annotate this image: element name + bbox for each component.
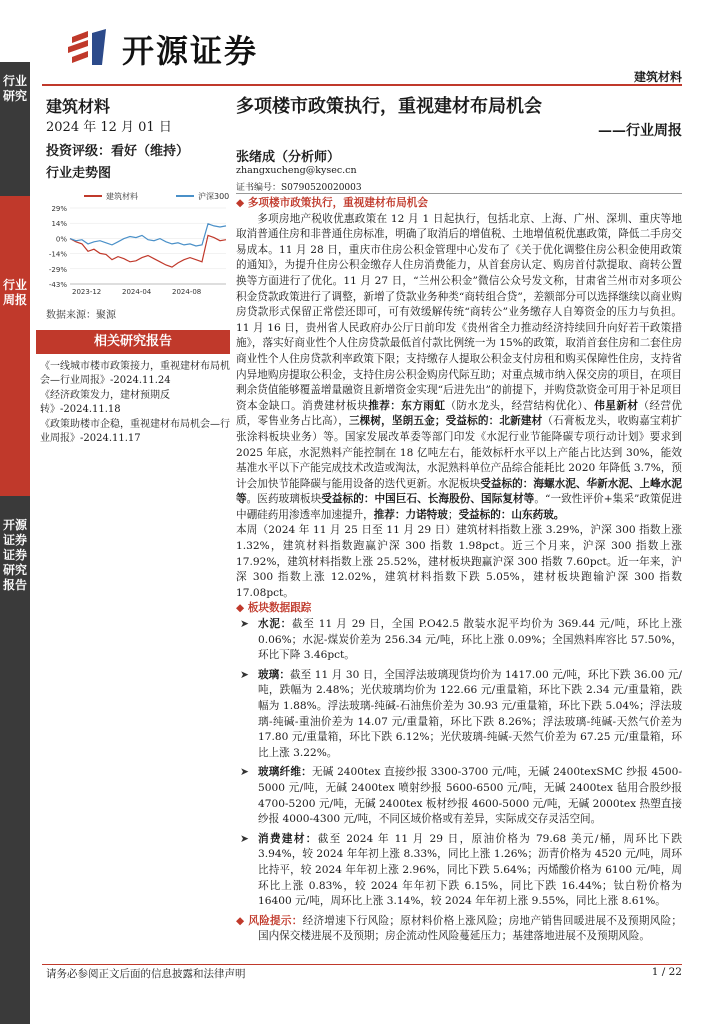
y-tick-label: -29%	[48, 265, 67, 274]
list-item: ➤ 玻璃纤维：无碱 2400tex 直接纱报 3300-3700 元/吨，无碱 2400texSMC 纱报 4500-5000 元/吨，无碱 2400tex 喷射纱报 5600-6500 元/吨，无碱 2400tex 毡用合股纱报 4700-5200 元/吨，无碱 2400tex 板材纱报 4600-5000 元/吨，无碱 2000tex 热塑直接纱报 4000-4300 元/吨，不同区域价格或有差异，实际成交存灵活空间。	[236, 765, 682, 827]
sidebar-top	[0, 62, 30, 196]
footer-divider	[42, 964, 682, 965]
related-reports-title: 相关研究报告	[36, 330, 230, 354]
series-line	[70, 224, 226, 246]
page-number: 1 / 22	[651, 966, 682, 978]
market-paragraph: 本周（2024 年 11 月 25 日至 11 月 29 日）建筑材料指数上涨 3.29%，沪深 300 指数上涨 1.32%，建筑材料指数跑赢沪深 300 指数 1.98pct。近三个月来，沪深 300 指数上涨 17.92%，建筑材料指数上涨 25.52%，建材板块跑赢沪深 300 指数 7.60pct。近一年来，沪深 300 指数上涨 12.02%，建筑材料指数下跌 5.05%，建材板块跑输沪深 300 指数 17.08pct。	[236, 524, 682, 599]
brand-name: 开源证券	[122, 32, 259, 70]
x-tick-label: 2023-12	[72, 288, 102, 296]
related-report-link[interactable]: 《一线城市楼市政策接力，重视建材布局机会—行业周报》-2024.11.24	[40, 361, 230, 386]
sidebar-bottom-label: 开源证券 证券研究报告	[2, 518, 27, 592]
header-divider	[42, 84, 682, 86]
investment-rating: 投资评级：看好（维持）	[46, 144, 190, 159]
section-heading: ◆ 板块数据跟踪	[236, 601, 682, 617]
data-bullets	[236, 617, 682, 910]
sidebar-bottom	[0, 496, 30, 1024]
kaiyuan-logo-icon	[66, 27, 112, 67]
x-tick-label: 2024-04	[122, 288, 152, 296]
report-date: 2024 年 12 月 01 日	[46, 120, 172, 135]
y-tick-label: -14%	[48, 250, 67, 259]
related-reports-list	[40, 360, 232, 447]
related-report-link[interactable]: 《政策助楼市企稳，重视建材布局机会—行业周报》-2024.11.17	[40, 419, 230, 444]
data-source: 数据来源：聚源	[46, 310, 116, 321]
sidebar-top-label: 行业研究	[2, 74, 27, 103]
section-heading: ◆ 多项楼市政策执行，重视建材布局机会	[236, 196, 682, 212]
report-title: 多项楼市政策执行，重视建材布局机会	[236, 96, 542, 117]
header-category: 建筑材料	[633, 70, 682, 84]
analyst-divider	[236, 193, 682, 194]
legend-label: 建筑材料	[106, 192, 138, 201]
y-tick-label: 0%	[55, 235, 67, 244]
y-tick-label: 14%	[51, 220, 67, 229]
sector-name: 建筑材料	[46, 97, 111, 116]
policy-paragraph: 多项房地产税收优惠政策在 12 月 1 日起执行，包括北京、上海、广州、深圳、重庆等地取消普通住房和非普通住房标准，明确了取消后的增值税、土地增值税优惠政策，降低二手房交易成本。11 月 28 日，重庆市住房公积金管理中心发布了《关于优化调整住房公积金使用政策的通知》，为提升住房公积金缴存人住房消费能力，从首套房认定、购房首付款提取、商转公置换等方面进行了优化。11 月 27 日，“兰州公积金”微信公众号发文称，甘肃省兰州市对多项公积金贷款政策进行了调整，新增了贷款业务种类“商转组合贷”，差额部分可以选择继续以商业购房贷款形式保留正常偿还即可，可有效缓解传统“商转公”业务缴存人自筹资金的压力与负担。11 月 16 日，贵州省人民政府办公厅日前印发《贵州省全力推动经济持续回升向好若干政策措施》，落实好商业性个人住房贷款最低首付款比例统一为 15%的政策，取消首套住房和二套住房商业性个人住房贷款利率政策下限；支持缴存人提取公积金支付房租和购买保障性住房，支持省内异地购房提取公积金，支持住房公积金购房代际互助；对重点城市纳入保交房的项目，在项目剩余货值能够覆盖增量融资且新增资金实现“后进先出”的前提下，并购贷款资金可用于补足项目资本金缺口。消费建材板块推荐：东方雨虹（防水龙头，经营结构优化）、伟星新材（经营优质，零售业务占比高），三棵树，坚朗五金；受益标的：北新建材（石膏板龙头，收购嘉宝莉扩张涂料板块业务）等。国家发展改革委等部门印发《水泥行业节能降碳专项行动计划》要求到 2025 年底，水泥熟料产能控制在 18 亿吨左右，能效标杆水平以上产能占比达到 30%，能效基准水平以下产能完成技术改造或淘汰，水泥熟料单位产品综合能耗比 2020 年降低 3.7%，预计会加快节能降碳与能用设备的迭代更新。水泥板块受益标的：海螺水泥、华新水泥、上峰水泥等。医药玻璃板块受益标的：中国巨石、长海股份、国际复材等。“一致性评价+集采”政策促进中硼硅药用渗透率加速提升，推荐：力诺特玻；受益标的：山东药玻。	[236, 212, 683, 521]
list-item: ➤ 消费建材：截至 2024 年 11 月 29 日，原油价格为 79.68 美元/桶，周环比下跌 3.94%，较 2024 年年初上涨 8.33%，同比上涨 1.26%；沥青价格为 4520 元/吨，周环比持平，较 2024 年年初上涨 2.96%，同比下跌 5.64%；丙烯酸价格为 6100 元/吨，周环比上涨 0.83%，较 2024 年年初下跌 6.15%，同比下跌 16.44%；钛白粉价格为 16400 元/吨，周环比上涨 3.14%，较 2024 年年初上涨 9.55%，同比上涨 8.61%。	[236, 832, 682, 910]
related-report-link[interactable]: 《经济政策发力，建材预期反转》-2024.11.18	[40, 390, 170, 415]
sidebar-mid	[0, 196, 30, 496]
report-body	[236, 196, 682, 945]
y-tick-label: -43%	[48, 281, 67, 289]
footer-disclaimer: 请务必参阅正文后面的信息披露和法律声明	[46, 968, 246, 980]
certificate-number: 证书编号：S0790520020003	[236, 183, 362, 193]
legend-label: 沪深300	[198, 192, 230, 201]
list-item: ➤ 水泥：截至 11 月 29 日，全国 P.O42.5 散装水泥平均价为 369.44 元/吨，环比上涨 0.06%；水泥-煤炭价差为 256.34 元/吨，环比上涨 0.09%；全国熟料库容比 57.50%，环比下降 3.46pct。	[236, 617, 682, 664]
sidebar-mid-label: 行业周报	[2, 278, 27, 307]
risk-warning: ◆ 风险提示：经济增速下行风险；原材料价格上涨风险；房地产销售回暖进展不及预期风险；国内保交楼进展不及预期；房企流动性风险蔓延压力；基建落地进展不及预期风险。	[236, 914, 682, 945]
analyst-name: 张绪成（分析师）	[236, 150, 341, 165]
trend-chart	[36, 188, 230, 300]
x-tick-label: 2024-08	[172, 288, 202, 296]
y-tick-label: 29%	[51, 205, 67, 213]
analyst-email[interactable]: zhangxucheng@kysec.cn	[236, 165, 357, 176]
report-subtitle: ——行业周报	[598, 123, 682, 139]
trend-chart-title: 行业走势图	[46, 166, 112, 181]
list-item: ➤ 玻璃：截至 11 月 30 日，全国浮法玻璃现货均价为 1417.00 元/吨，环比下跌 36.00 元/吨，跌幅为 2.48%；光伏玻璃均价为 122.66 元/重量箱，环比下跌 2.34 元/重量箱，跌幅为 1.88%。浮法玻璃-纯碱-石油焦价差为 30.93 元/重量箱，环比下跌 5.04%；浮法玻璃-纯碱-重油价差为 14.07 元/重量箱，环比下跌 8.26%；浮法玻璃-纯碱-天然气价差为 17.80 元/重量箱，环比下跌 6.12%；光伏玻璃-纯碱-天然气价差为 67.25 元/重量箱，环比上涨 3.22%。	[236, 668, 682, 762]
